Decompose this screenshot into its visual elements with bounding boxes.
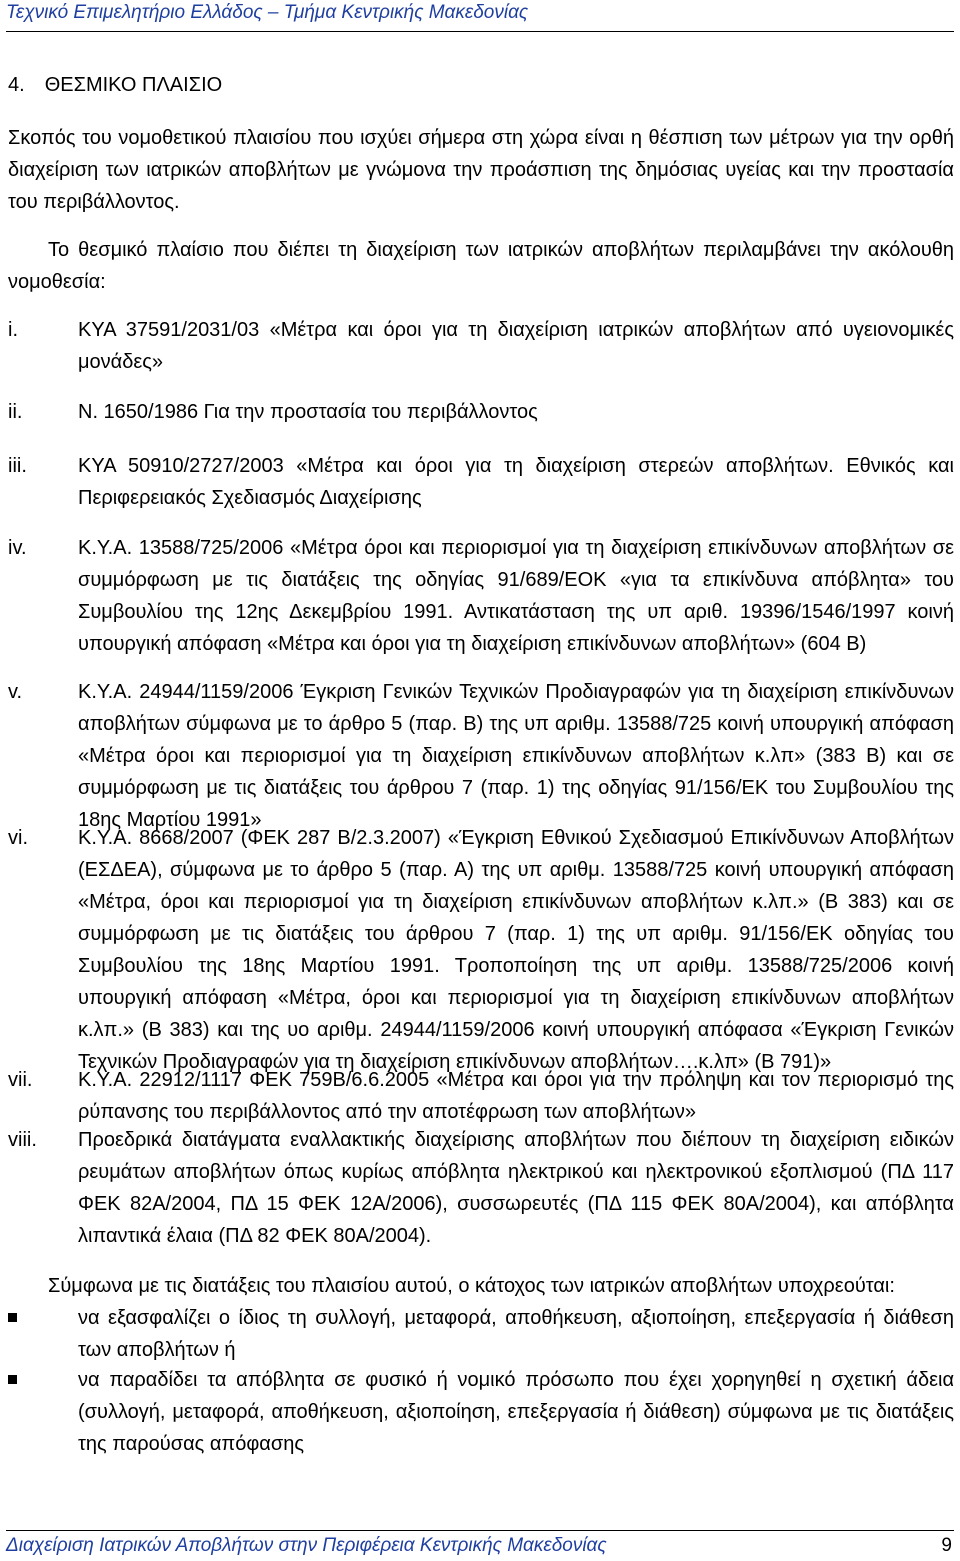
list-marker: v. bbox=[8, 681, 23, 703]
list-item-text: Κ.Υ.Α. 8668/2007 (ΦΕΚ 287 Β/2.3.2007) «Έγκριση Εθνικού Σχεδιασμού Επικίνδυνων Αποβλήτων (ΕΣΔΕΑ), σύμφωνα με το άρθρο 5 (παρ. Α) της υπ αριθμ. 13588/725 κοινή υπουργική απόφαση «Μέτρα, όροι και περιορισμοί για τη διαχείριση επικίνδυνων αποβλήτων κ.λπ.» (Β 383) και σε συμμόρφωση με τις διατάξεις του άρθρου 7 (παρ. 1) της υπ αριθμ. 91/156/ΕΚ οδηγίας του Συμβουλίου της 18ης Μαρτίου 1991. Τροποποίηση της υπ αριθμ. 13588/725/2006 κοινή υπουργική απόφαση «Μέτρα, όροι και περιορισμοί για τη διαχείριση επικίνδυνων αποβλήτων κ.λπ.» (Β 383) και της υο αριθμ. 24944/1159/2006 κοινή υπουργική απόφασα «Έγκριση Γενικών Τεχνικών Προδιαγραφών για τη διαχείριση επικίνδυνων αποβλήτων….κ.λπ» (Β 791)» bbox=[78, 827, 954, 1073]
list-marker: vi. bbox=[8, 827, 28, 849]
legislation-item bbox=[8, 1124, 954, 1252]
section-heading bbox=[8, 74, 222, 97]
obligation-text: να παραδίδει τα απόβλητα σε φυσικό ή νομικό πρόσωπο που έχει χορηγηθεί η σχετική άδεια (συλλογή, μεταφορά, αποθήκευση, αξιοποίηση, επεξεργασία ή διάθεση) σύμφωνα με τις διατάξεις της παρούσας απόφασης bbox=[78, 1369, 954, 1455]
list-marker: i. bbox=[8, 319, 18, 341]
obligation-item bbox=[8, 1364, 954, 1460]
legislation-intro-paragraph: Το θεσμικό πλαίσιο που διέπει τη διαχείριση των ιατρικών αποβλήτων περιλαμβάνει την ακόλουθη νομοθεσία: bbox=[8, 239, 954, 293]
list-marker: iii. bbox=[8, 455, 27, 477]
list-marker: iv. bbox=[8, 537, 27, 559]
intro-paragraph: Σκοπός του νομοθετικού πλαισίου που ισχύει σήμερα στη χώρα είναι η θέσπιση των μέτρων για την ορθή διαχείριση των ιατρικών αποβλήτων με γνώμονα την προάσπιση της δημόσιας υγείας και την προστασία του περιβάλλοντος. bbox=[8, 127, 954, 213]
list-marker: vii. bbox=[8, 1069, 33, 1091]
section-number: 4. bbox=[8, 74, 25, 96]
page-number: 9 bbox=[941, 1535, 952, 1556]
page-footer: Διαχείριση Ιατρικών Αποβλήτων στην Περιφέρεια Κεντρικής Μακεδονίας bbox=[6, 1535, 607, 1556]
list-marker: ii. bbox=[8, 401, 23, 423]
section-title: ΘΕΣΜΙΚΟ ΠΛΑΙΣΙΟ bbox=[44, 74, 223, 96]
legislation-item bbox=[8, 532, 954, 660]
legislation-item bbox=[8, 396, 954, 428]
legislation-item bbox=[8, 450, 954, 514]
list-item-text: Κ.Υ.Α. 22912/1117 ΦΕΚ 759Β/6.6.2005 «Μέτρα και όροι για την πρόληψη και τον περιορισμό της ρύπανσης του περιβάλλοντος από την αποτέφρωση των αποβλήτων» bbox=[78, 1069, 954, 1123]
list-item-text: ΚΥΑ 50910/2727/2003 «Μέτρα και όροι για τη διαχείριση στερεών αποβλήτων. Εθνικός και Περιφερειακός Σχεδιασμός Διαχείρισης bbox=[78, 455, 954, 509]
obligations-intro-paragraph: Σύμφωνα με τις διατάξεις του πλαισίου αυτού, ο κάτοχος των ιατρικών αποβλήτων υποχρεούται: bbox=[48, 1275, 895, 1297]
list-item-text: Προεδρικά διατάγματα εναλλακτικής διαχείρισης αποβλήτων που διέπουν τη διαχείριση ειδικών ρευμάτων αποβλήτων όπως κυρίως απόβλητα ηλεκτρικού και ηλεκτρονικού εξοπλισμού (ΠΔ 117 ΦΕΚ 82Α/2004, ΠΔ 15 ΦΕΚ 12Α/2006), συσσωρευτές (ΠΔ 115 ΦΕΚ 80Α/2004), και απόβλητα λιπαντικά έλαια (ΠΔ 82 ΦΕΚ 80Α/2004). bbox=[78, 1129, 954, 1247]
list-item-text: Ν. 1650/1986 Για την προστασία του περιβάλλοντος bbox=[78, 401, 538, 423]
legislation-item bbox=[8, 1064, 954, 1128]
list-item-text: Κ.Υ.Α. 24944/1159/2006 Έγκριση Γενικών Τεχνικών Προδιαγραφών για τη διαχείριση επικίνδυνων αποβλήτων σύμφωνα με το άρθρο 5 (παρ. Β) της υπ αριθμ. 13588/725 κοινή υπουργική απόφαση «Μέτρα όροι και περιορισμοί για τη διαχείριση επικίνδυνων αποβλήτων κ.λπ» (383 Β) και σε συμμόρφωση με τις διατάξεις του άρθρου 7 (παρ. 1) της οδηγίας 91/156/ΕΚ του Συμβουλίου της 18ης Μαρτίου 1991» bbox=[78, 681, 954, 831]
list-item-text: ΚΥΑ 37591/2031/03 «Μέτρα και όροι για τη διαχείριση ιατρικών αποβλήτων από υγειονομικές μονάδες» bbox=[78, 319, 954, 373]
header-rule bbox=[6, 31, 954, 32]
legislation-item bbox=[8, 822, 954, 1078]
legislation-item bbox=[8, 314, 954, 378]
square-bullet-icon bbox=[8, 1313, 17, 1322]
list-item-text: Κ.Υ.Α. 13588/725/2006 «Μέτρα όροι και περιορισμοί για τη διαχείριση επικίνδυνων αποβλήτων σε συμμόρφωση με τις διατάξεις της οδηγίας 91/689/ΕΟΚ «για τα επικίνδυνα απόβλητα» του Συμβουλίου της 12ης Δεκεμβρίου 1991. Αντικατάσταση της υπ αριθ. 19396/1546/1997 κοινή υπουργική απόφαση «Μέτρα και όροι για τη διαχείριση επικίνδυνων αποβλήτων» (604 Β) bbox=[78, 537, 954, 655]
square-bullet-icon bbox=[8, 1375, 17, 1384]
list-marker: viii. bbox=[8, 1129, 37, 1151]
page-header: Τεχνικό Επιμελητήριο Ελλάδος – Τμήμα Κεντρικής Μακεδονίας bbox=[6, 2, 529, 23]
legislation-item bbox=[8, 676, 954, 836]
obligation-item bbox=[8, 1302, 954, 1366]
obligation-text: να εξασφαλίζει ο ίδιος τη συλλογή, μεταφορά, αποθήκευση, αξιοποίηση, επεξεργασία ή διάθεση των αποβλήτων ή bbox=[78, 1307, 954, 1361]
footer-rule bbox=[6, 1530, 954, 1531]
